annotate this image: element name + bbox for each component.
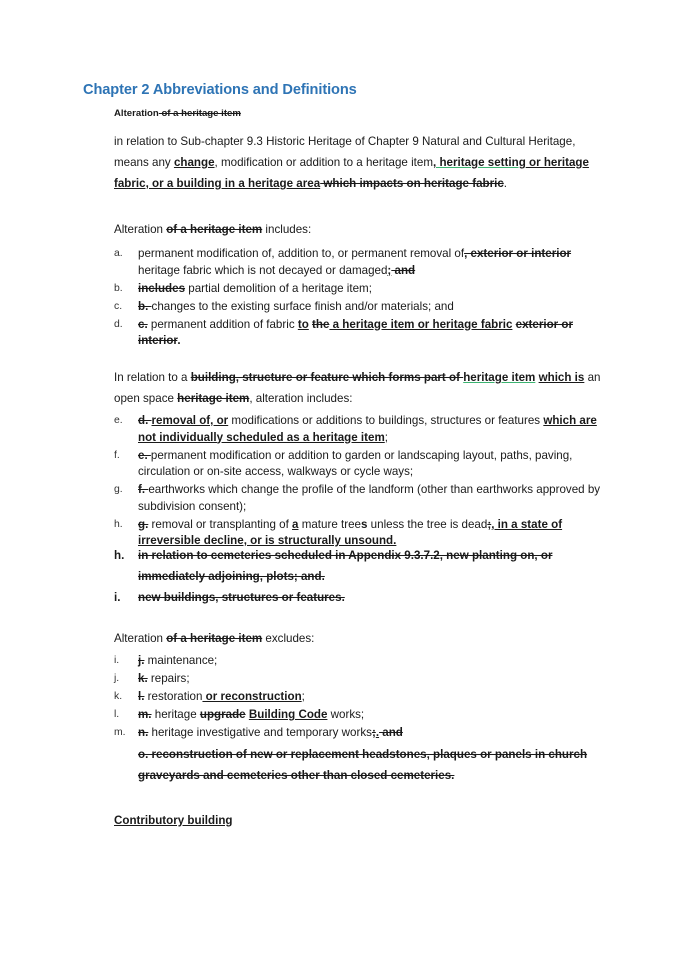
inserted-text: a [292, 517, 299, 531]
deleted-text: n. [138, 726, 149, 739]
deleted-text: and [391, 263, 416, 277]
list-marker: k. [114, 691, 123, 702]
inserted-text: Building Code [248, 708, 328, 721]
term-label: Alteration [114, 108, 159, 119]
list-item [114, 448, 604, 481]
list-marker: b. [114, 282, 123, 294]
text: ; [301, 690, 305, 703]
chapter-heading: Chapter 2 Abbreviations and Definitions [83, 82, 357, 98]
text: in relation to Sub-chapter 9.3 Historic Heritage of Chapter 9 Natural and Cultural Heritage, means any [114, 135, 576, 169]
includes-intro [114, 219, 604, 240]
list-marker: a. [114, 248, 123, 259]
inserted-text: change [173, 156, 215, 169]
inserted-text: ; [387, 263, 392, 277]
deleted-text: d. [138, 414, 152, 427]
bold-text: s [361, 517, 368, 531]
deleted-list-item [114, 587, 604, 608]
deleted-text: of a heritage item [158, 108, 241, 119]
text: includes: [262, 223, 312, 236]
list-item [114, 482, 604, 515]
deleted-text: exterior or interior [138, 317, 573, 347]
inserted-text: a heritage item or heritage fabric [329, 317, 513, 331]
list-marker: j. [114, 673, 120, 684]
list-marker: h. [114, 518, 123, 530]
includes-list [114, 246, 604, 351]
inserted-text: heritage item [463, 371, 536, 384]
excludes-list [114, 653, 604, 787]
deleted-text: of a heritage item [166, 223, 263, 236]
next-term-title: Contributory building [114, 814, 233, 827]
inserted-text: . [375, 726, 380, 739]
deleted-text: c. [138, 317, 148, 331]
text: excludes: [262, 632, 315, 645]
deleted-text: of a heritage item [166, 632, 263, 645]
list-item [114, 246, 604, 279]
deleted-text: g. [138, 517, 149, 531]
text: Alteration [114, 223, 167, 236]
deleted-text: which impacts on heritage fabric [320, 177, 504, 190]
text: an open space [114, 371, 601, 405]
deleted-text: m. [138, 708, 152, 721]
term-title [114, 108, 241, 119]
deleted-text: new buildings, structures or features. [138, 591, 345, 604]
text: , alteration includes: [249, 392, 353, 405]
list-marker: i. [114, 655, 120, 666]
deleted-text: building, structure or feature which forms part of [190, 371, 464, 384]
text: repairs; [147, 672, 190, 685]
list-marker: g. [114, 484, 123, 495]
inserted-text: , in a state of irreversible decline, or is structurally unsound. [138, 517, 563, 547]
text: heritage [151, 708, 200, 721]
text: modifications or additions to buildings, structures or features [228, 414, 544, 427]
list-item [114, 671, 604, 688]
list-item [114, 689, 604, 706]
deleted-text: k. [138, 672, 148, 685]
list-marker: h. [114, 549, 125, 562]
inserted-text: or reconstruction [202, 690, 302, 703]
deleted-text: in relation to cemeteries scheduled in Appendix 9.3.7.2, new planting on, or immediately adjoining, plots; and. [138, 549, 553, 583]
list-item [114, 413, 604, 446]
text: ; [384, 430, 388, 444]
list-item [114, 725, 604, 786]
deleted-text: f. [138, 483, 149, 496]
text: . [503, 177, 508, 190]
deleted-text: b. [138, 299, 152, 313]
deleted-text: heritage item [177, 392, 250, 405]
list-item [114, 317, 604, 350]
deleted-text: , exterior or interior [464, 247, 572, 260]
text: maintenance; [144, 654, 218, 667]
text: partial demolition of a heritage item; [185, 281, 372, 295]
deleted-text: l. [138, 690, 145, 703]
text: permanent modification or addition to garden or landscaping layout, paths, paving, circulation or on-site access, walkways or cycle ways; [138, 448, 573, 478]
list-marker: m. [114, 727, 126, 738]
list-marker: l. [114, 709, 120, 720]
open-space-list [114, 413, 604, 551]
deleted-text: the [312, 317, 330, 331]
list-marker: f. [114, 449, 120, 461]
inserted-text: which are not individually scheduled as a heritage item [138, 414, 597, 444]
list-marker: e. [114, 415, 123, 426]
text: In relation to a [114, 371, 191, 384]
deleted-text: e. [138, 448, 151, 462]
text: removal or transplanting of [148, 517, 293, 531]
inserted-text: removal of, or [151, 414, 229, 427]
list-item [114, 281, 604, 298]
text: Alteration [114, 632, 167, 645]
inserted-text: , heritage setting [433, 156, 526, 169]
excludes-intro [114, 628, 604, 649]
inserted-text: which is [538, 371, 585, 384]
text: works; [327, 708, 365, 721]
deleted-text: includes [138, 281, 186, 295]
deleted-text: ; [487, 517, 492, 531]
list-item [114, 653, 604, 670]
definition-paragraph [114, 131, 604, 194]
deleted-text: o. reconstruction of new or replacement headstones, plaques or panels in church graveyards and cemeteries other than closed cemeteries. [138, 747, 588, 782]
inserted-text: to [297, 317, 309, 331]
list-item [114, 707, 604, 724]
deleted-text: and [379, 726, 403, 739]
text: heritage fabric which is not decayed or damaged [138, 263, 388, 277]
text: earthworks which change the profile of the landform (other than earthworks approved by subdivision consent); [138, 483, 601, 513]
list-marker: d. [114, 318, 123, 330]
bold-text: . [177, 334, 181, 347]
text: unless the tree is dead [367, 517, 488, 531]
list-marker: c. [114, 300, 123, 312]
list-marker: i. [114, 591, 121, 604]
text: restoration [144, 690, 203, 703]
text: permanent modification of, addition to, or permanent removal of [138, 247, 465, 260]
inserted-text: or heritage fabric, or a building in a heritage area [114, 156, 589, 190]
deleted-text: ; [371, 726, 376, 739]
text: heritage investigative and temporary works [148, 726, 372, 739]
text: changes to the existing surface finish and/or materials; and [151, 299, 454, 313]
text: mature tree [298, 517, 361, 531]
deleted-text: j. [138, 654, 145, 667]
deleted-list-item [114, 545, 604, 587]
open-space-intro [114, 367, 604, 409]
deleted-text: upgrade [199, 708, 246, 721]
deleted-items-list [114, 545, 604, 608]
text: permanent addition of fabric [147, 317, 298, 331]
list-item [114, 299, 604, 316]
text: , modification or addition to a heritage item [214, 156, 434, 169]
